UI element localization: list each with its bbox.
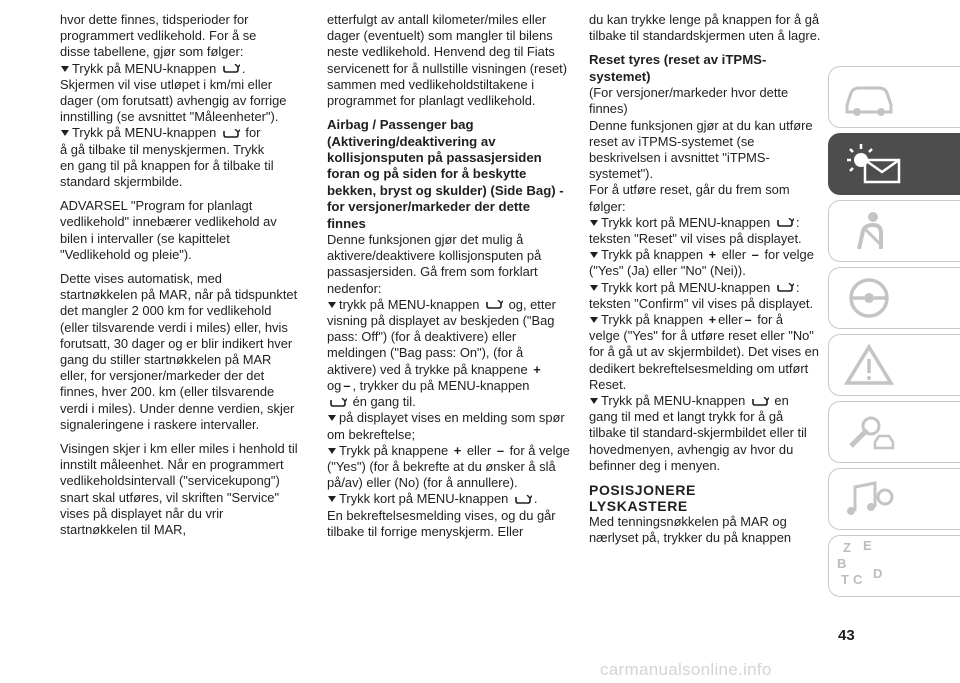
text-line: programmert vedlikehold. For å se bbox=[60, 28, 257, 44]
tab-driving[interactable] bbox=[828, 267, 960, 329]
text-line: En bekreftelsesmelding vises, og du går tilbake til forrige menyskjerm. Eller bbox=[327, 507, 556, 539]
menu-return-arrow-icon bbox=[222, 129, 240, 139]
text-line: innstilling (se avsnittet "Måleenheter"). bbox=[60, 109, 279, 125]
tab-dashboard-warning[interactable] bbox=[828, 133, 960, 195]
step-item: Trykk kort på MENU-knappen : teksten "Confirm" vil vises på displayet. bbox=[589, 279, 814, 311]
bullet-triangle-icon bbox=[590, 220, 598, 226]
step-item: Trykk kort på MENU-knappen : teksten "Reset" vil vises på displayet. bbox=[589, 214, 802, 247]
menu-return-arrow-icon bbox=[751, 397, 769, 407]
tab-car-overview[interactable] bbox=[828, 66, 960, 128]
step-item: Trykk på knappene + eller – for å velge ("Yes") (for å bekrefte at du ønsker å slå på/av) eller (No) (for å annullere). bbox=[327, 442, 570, 491]
index-letter: B bbox=[837, 556, 847, 571]
index-letter: E bbox=[863, 538, 872, 553]
minus-icon: – bbox=[751, 247, 759, 263]
tab-index[interactable] bbox=[828, 535, 960, 597]
chapter-tabs-sidebar bbox=[828, 66, 960, 602]
bullet-triangle-icon bbox=[590, 285, 598, 291]
warning-triangle-icon bbox=[841, 343, 897, 387]
paragraph: (For versjoner/markeder hvor dette finnes) bbox=[589, 85, 789, 117]
section-heading-airbag: Airbag / Passenger bag (Aktivering/deaktivering av kollisjonsputen på passasjersiden foran og på siden for å beskytte bekken, bryst og skulder) (Side Bag) - for versjoner/markeder der dette finnes bbox=[327, 117, 564, 231]
paragraph: etterfulgt av antall kilometer/miles eller dager (eventuelt) som mangler til bilens neste vedlikehold. Henvend deg til Fiats servicenett for å nullstille visningen (reset) sammen med vedlikeholdstiltakene i programmet for planlagt vedlikehold. bbox=[327, 12, 568, 109]
music-settings-icon bbox=[841, 477, 897, 521]
section-heading-reset-tyres: Reset tyres (reset av iTPMS-systemet) bbox=[589, 52, 767, 84]
bullet-triangle-icon bbox=[328, 302, 336, 308]
bullet-triangle-icon bbox=[328, 448, 336, 454]
text-line: å gå tilbake til menyskjermen. Trykk bbox=[60, 141, 265, 157]
plus-icon: + bbox=[708, 247, 717, 263]
bullet-triangle-icon bbox=[590, 252, 598, 258]
text-line: Skjermen vil vise utløpet i km/mi eller bbox=[60, 76, 273, 92]
paragraph: For å utføre reset, går du frem som følger: bbox=[589, 182, 790, 214]
car-icon bbox=[841, 75, 897, 119]
watermark: carmanualsonline.info bbox=[600, 660, 772, 679]
plus-icon: + bbox=[533, 361, 541, 377]
step-item: Trykk på knappen + eller – for velge ("Yes" (Ja) eller "No" (Nei)). bbox=[589, 247, 814, 279]
step-item: på displayet vises en melding som spør om bekreftelse; bbox=[327, 410, 565, 442]
text-line: en gang til på knappen for å tilbake til bbox=[60, 157, 274, 173]
text-column-3 bbox=[589, 12, 821, 555]
warning-paragraph: ADVARSEL "Program for planlagt vedlikehold" innebærer vedlikehold av bilen i intervaller (se kapittelet "Vedlikehold og pleie"). bbox=[60, 198, 277, 262]
bullet-triangle-icon bbox=[328, 415, 336, 421]
tab-safety[interactable] bbox=[828, 200, 960, 262]
bullet-triangle-icon bbox=[590, 398, 598, 404]
index-letter: D bbox=[873, 566, 883, 581]
menu-return-arrow-icon bbox=[485, 300, 503, 310]
plus-icon: + bbox=[708, 312, 717, 328]
paragraph: Denne funksjonen gjør det mulig å aktivere/deaktivere kollisjonsputen på passasjersiden. Gå frem som forklart nedenfor: bbox=[327, 232, 542, 296]
menu-return-arrow-icon bbox=[776, 218, 794, 228]
text-column-2 bbox=[327, 12, 570, 540]
menu-return-arrow-icon bbox=[329, 398, 347, 408]
tab-emergency[interactable] bbox=[828, 334, 960, 396]
bullet-triangle-icon bbox=[328, 496, 336, 502]
text-line: hvor dette finnes, tidsperioder for bbox=[60, 12, 249, 27]
tab-maintenance[interactable] bbox=[828, 401, 960, 463]
text-line: disse tabellene, gjør som følger: bbox=[60, 44, 244, 60]
paragraph: Med tenningsnøkkelen på MAR og nærlyset på, trykker du på knappen bbox=[589, 514, 792, 546]
seatbelt-person-icon bbox=[841, 209, 897, 253]
minus-icon: – bbox=[343, 377, 351, 393]
wrench-car-icon bbox=[841, 410, 897, 454]
menu-return-arrow-icon bbox=[514, 495, 532, 505]
paragraph: Visingen skjer i km eller miles i henhold til innstilt måleenhet. Når en programmert vedlikeholdsintervall ("servicekupong") snart skal utføres, vil skriften "Service" vises på displayet når du vrir startnøkkelen til MAR, bbox=[60, 441, 298, 538]
paragraph: du kan trykke lenge på knappen for å gå tilbake til standardskjermen uten å lagre. bbox=[589, 12, 821, 44]
step-item: trykk på MENU-knappen og, etter visning på displayet av beskjeden ("Bag pass: Off") (for å deaktivere) eller meldingen ("Bag pass: On"), (for å aktivere) ved å trykke på knappene + og – , trykker du på MENU-knappen én gang til. bbox=[327, 296, 556, 410]
section-heading-headlights: POSISJONERE LYSKASTERE bbox=[589, 482, 696, 515]
paragraph: Denne funksjonen gjør at du kan utføre reset av iTPMS-systemet (se beskrivelsen i avsnittet "iTPMS-systemet"). bbox=[589, 117, 813, 182]
steering-wheel-icon bbox=[841, 276, 897, 320]
index-letter: C bbox=[853, 572, 863, 587]
minus-icon: – bbox=[744, 312, 752, 328]
step-item: Trykk på MENU-knappen en gang til med et langt trykk for å gå tilbake til standard-skjermbildet eller til hovedmenyen, avhengig av hvor du befinner deg i menyen. bbox=[589, 393, 807, 473]
plus-icon: + bbox=[453, 442, 462, 458]
paragraph: Dette vises automatisk, med startnøkkelen på MAR, når på tidspunktet det mangler 2 000 km for vedlikehold (eller tilsvarende verdi i miles) eller, hvis forutsatt, 30 dager og er blir indikert hver gang du stiller startnøkkelen på MAR eller, for versjoner/markeder der det finnes, hver 200. km (eller tilsvarende verdi i miles). Under denne verdien, skjer signaleringene i raskere intervaller. bbox=[60, 271, 298, 432]
step-item: Trykk på MENU-knappen . bbox=[60, 61, 302, 77]
bullet-triangle-icon bbox=[590, 317, 598, 323]
step-item: Trykk på MENU-knappen for bbox=[60, 125, 302, 141]
page-number: 43 bbox=[838, 627, 855, 644]
text-column-1 bbox=[60, 12, 302, 546]
bullet-triangle-icon bbox=[61, 130, 69, 136]
tab-multimedia[interactable] bbox=[828, 468, 960, 530]
step-item: Trykk på knappen + eller – for å velge ("Yes" for å utføre reset eller "No" for å gå ut av skjermbildet). Det vises en dedikert bekreftelsesmelding om utført Reset. bbox=[589, 312, 819, 392]
text-line: dager (om forutsatt) avhengig av forrige bbox=[60, 93, 287, 109]
menu-return-arrow-icon bbox=[222, 64, 240, 74]
text-line: standard skjermbilde. bbox=[60, 174, 183, 190]
step-item: Trykk kort på MENU-knappen . bbox=[327, 491, 570, 507]
bullet-triangle-icon bbox=[61, 66, 69, 72]
warning-light-envelope-icon bbox=[841, 142, 905, 188]
minus-icon: – bbox=[496, 442, 504, 458]
menu-return-arrow-icon bbox=[776, 283, 794, 293]
index-letter: Z bbox=[843, 540, 851, 555]
index-letter: T bbox=[841, 572, 849, 587]
